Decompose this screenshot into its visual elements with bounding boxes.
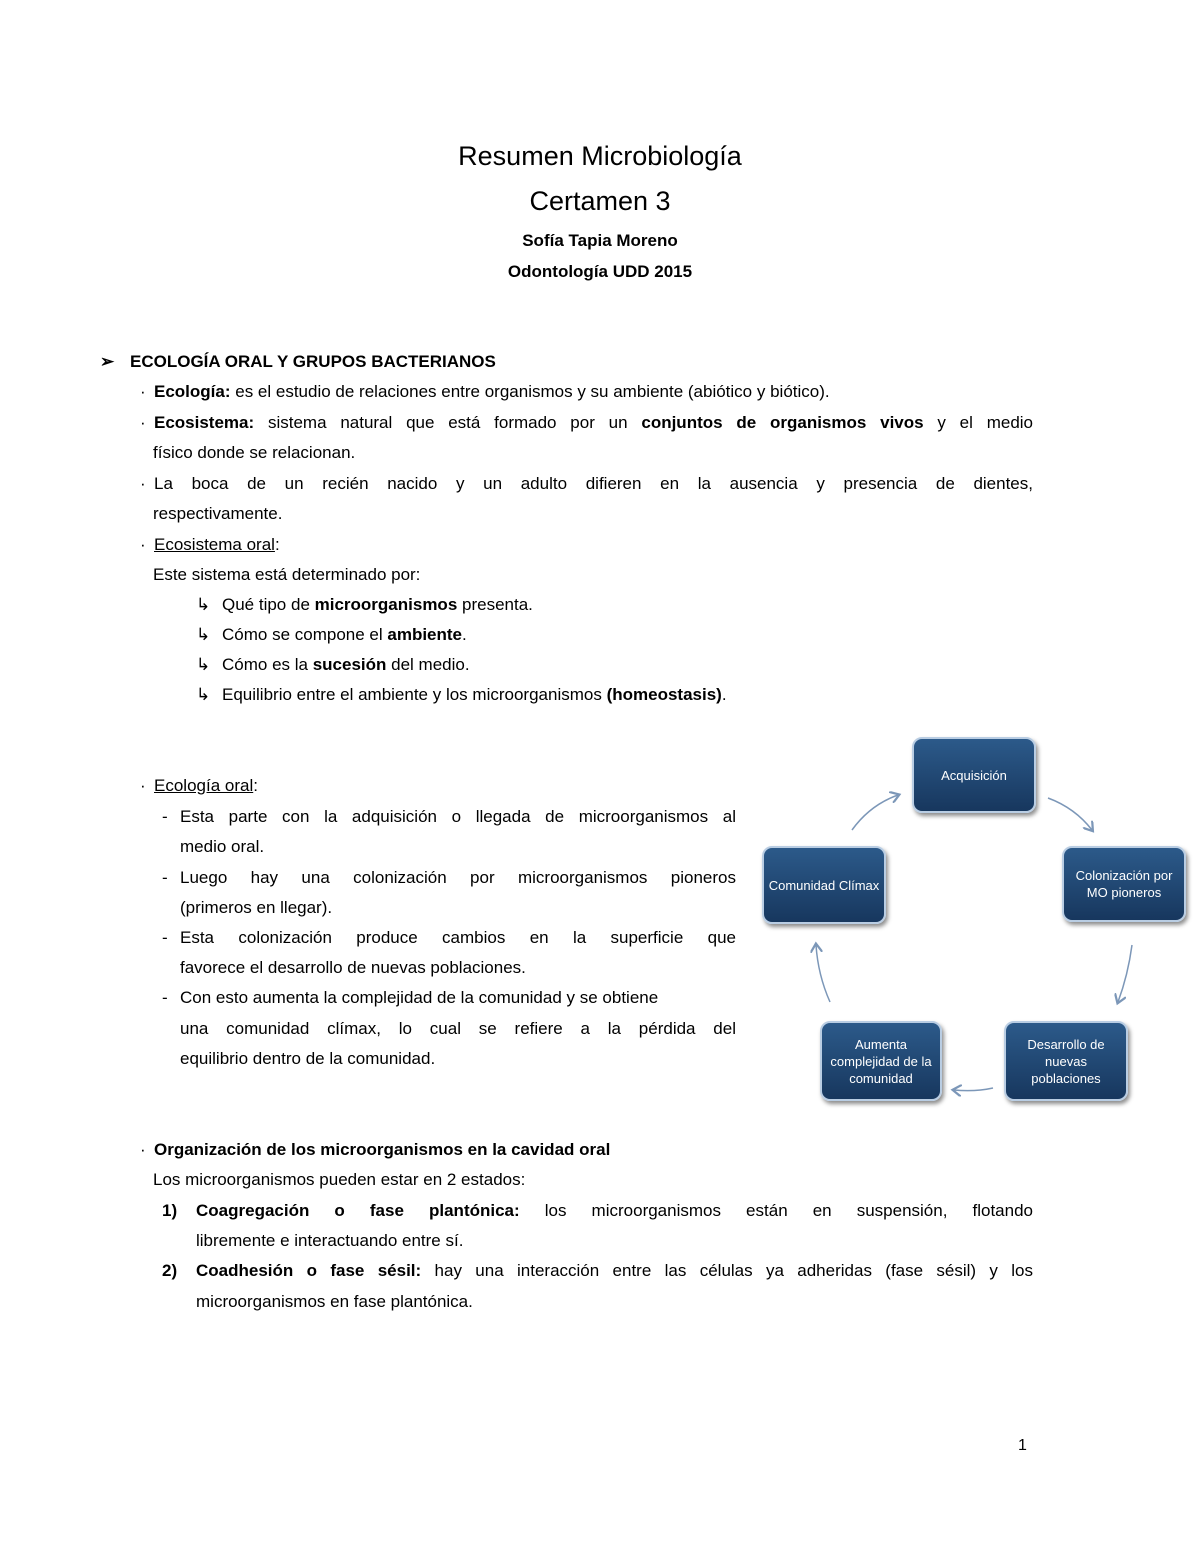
- ecologia-oral-line: - Luego hay una colonización por microorganismos pioneros: [162, 868, 736, 887]
- ecologia-oral-line: (primeros en llegar).: [180, 898, 333, 917]
- ecologia-oral-line: una comunidad clímax, lo cual se refiere a la pérdida del: [180, 1019, 736, 1038]
- dash-bullet-icon: -: [162, 868, 168, 887]
- numbered-item-1-cont: libremente e interactuando entre sí.: [196, 1231, 464, 1250]
- paragraph-ecologia: · Ecología: es el estudio de relaciones entre organismos y su ambiente (abiótico y biótico).: [140, 382, 830, 401]
- dash-bullet-icon: -: [162, 807, 168, 826]
- dash-bullet-icon: -: [162, 988, 168, 1007]
- arrowhead-bullet-icon: ➢: [100, 352, 115, 371]
- diagram-box-colonizacion: Colonización por MO pioneros: [1062, 846, 1186, 922]
- numbered-item-2-cont: microorganismos en fase plantónica.: [196, 1292, 473, 1311]
- bullet-icon: ·: [140, 535, 146, 554]
- list-item: ↳ Cómo es la sucesión del medio.: [196, 655, 470, 674]
- cycle-arrow: [954, 1088, 993, 1091]
- bullet-icon: ·: [140, 382, 146, 401]
- diagram-box-aumenta: Aumenta complejidad de la comunidad: [820, 1021, 942, 1101]
- ecologia-oral-line: medio oral.: [180, 837, 265, 856]
- document-author: Sofía Tapia Moreno: [522, 231, 678, 250]
- bullet-icon: ·: [140, 474, 146, 493]
- dash-bullet-icon: -: [162, 928, 168, 947]
- page-number: 1: [1018, 1437, 1027, 1454]
- cycle-arrow: [1048, 798, 1092, 830]
- document-course: Odontología UDD 2015: [507, 262, 693, 281]
- ecologia-oral-line: equilibrio dentro de la comunidad.: [180, 1049, 436, 1068]
- diagram-box-comunidad: Comunidad Clímax: [762, 846, 886, 924]
- organizacion-intro: Los microorganismos pueden estar en 2 estados:: [153, 1170, 526, 1189]
- ecosistema-oral-heading: · Ecosistema oral:: [140, 535, 280, 554]
- paragraph-boca-cont: respectivamente.: [153, 504, 283, 523]
- list-item: ↳ Cómo se compone el ambiente.: [196, 625, 467, 644]
- bullet-icon: ·: [140, 776, 146, 795]
- ecologia-oral-heading: · Ecología oral:: [140, 776, 258, 795]
- ecologia-oral-line: - Esta parte con la adquisición o llegada de microorganismos al: [162, 807, 736, 826]
- paragraph-ecosistema: · Ecosistema: sistema natural que está formado por un conjuntos de organismos vivos y el medio: [140, 413, 1033, 432]
- pointing-arrow-icon: ↳: [196, 655, 211, 674]
- section-heading: ➢ ECOLOGÍA ORAL Y GRUPOS BACTERIANOS: [100, 352, 496, 371]
- document-title: Resumen Microbiología: [458, 141, 742, 171]
- ecologia-oral-line: - Con esto aumenta la complejidad de la comunidad y se obtiene: [162, 988, 659, 1007]
- bullet-icon: ·: [140, 1140, 146, 1159]
- paragraph-ecosistema-cont: físico donde se relacionan.: [153, 443, 356, 462]
- ecologia-oral-line: favorece el desarrollo de nuevas poblaciones.: [180, 958, 526, 977]
- pointing-arrow-icon: ↳: [196, 595, 211, 614]
- numbered-item-2: 2) Coadhesión o fase sésil: hay una interacción entre las células ya adheridas (fase sésil) y los: [162, 1261, 1034, 1280]
- numbered-item-1: 1) Coagregación o fase plantónica: los microorganismos están en suspensión, flotando: [162, 1201, 1034, 1220]
- list-item: ↳ Qué tipo de microorganismos presenta.: [196, 595, 533, 614]
- pointing-arrow-icon: ↳: [196, 625, 211, 644]
- cycle-arrow: [852, 795, 898, 830]
- diagram-box-adquisicion: Acquisición: [912, 737, 1036, 813]
- list-item: ↳ Equilibrio entre el ambiente y los microorganismos (homeostasis).: [196, 685, 727, 704]
- cycle-arrow: [816, 945, 830, 1002]
- organizacion-heading: · Organización de los microorganismos en la cavidad oral: [140, 1140, 611, 1159]
- pointing-arrow-icon: ↳: [196, 685, 211, 704]
- diagram-box-desarrollo: Desarrollo de nuevas poblaciones: [1004, 1021, 1128, 1101]
- ecologia-oral-line: - Esta colonización produce cambios en la superficie que: [162, 928, 736, 947]
- bullet-icon: ·: [140, 413, 146, 432]
- cycle-arrow: [1118, 945, 1132, 1002]
- document-subtitle: Certamen 3: [529, 186, 671, 216]
- ecosistema-oral-intro: Este sistema está determinado por:: [153, 565, 421, 584]
- paragraph-boca: · La boca de un recién nacido y un adulto difieren en la ausencia y presencia de dientes,: [140, 474, 1033, 493]
